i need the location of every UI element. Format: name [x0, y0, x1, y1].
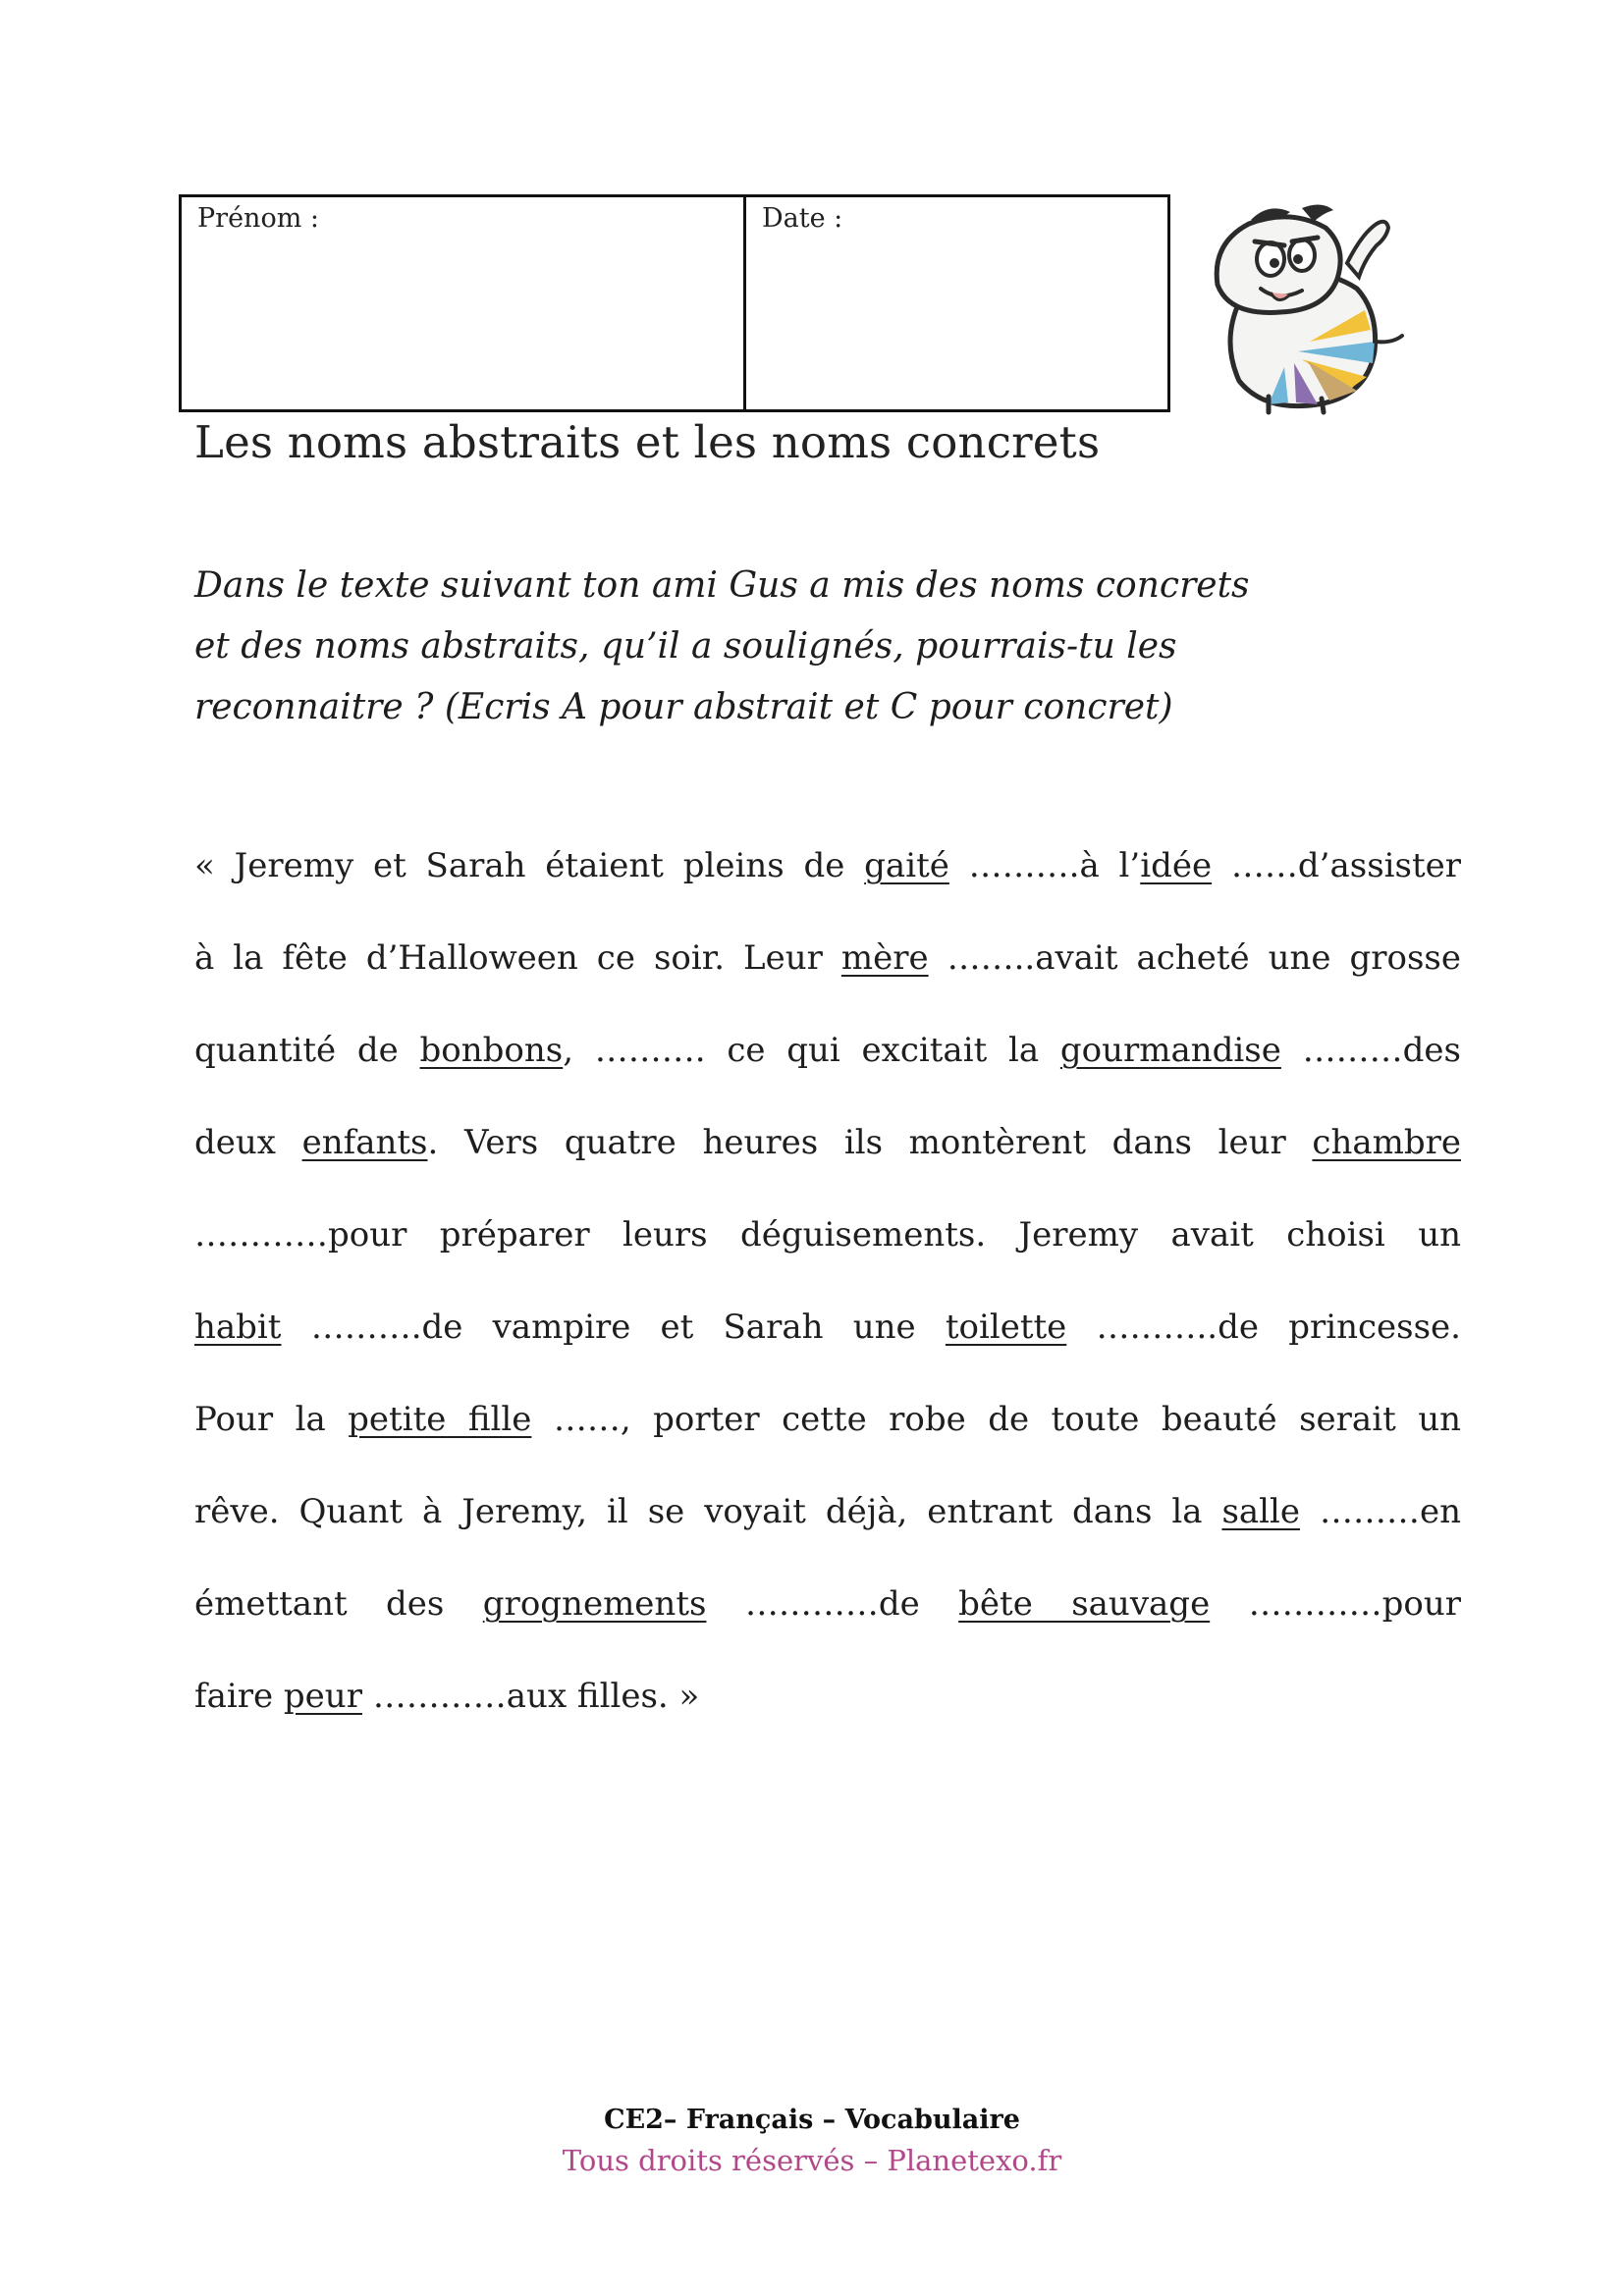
text-line-4: [194, 1113, 1461, 1205]
answer-blank[interactable]: …………aux filles. »: [361, 1677, 700, 1716]
underlined-noun: toilette: [945, 1308, 1067, 1347]
text-line-7: [194, 1390, 1461, 1482]
answer-blank[interactable]: ……….à l’: [948, 846, 1141, 885]
text-line-10: [194, 1667, 1461, 1759]
answer-blank[interactable]: , ………. ce qui excitait la: [563, 1031, 1060, 1070]
answer-blank[interactable]: ………des: [1280, 1031, 1461, 1070]
exercise-instructions: [194, 556, 1432, 738]
name-date-table: [179, 194, 1170, 412]
text-fragment: deux: [194, 1123, 302, 1162]
text-fragment: Pour la: [194, 1400, 349, 1439]
text-line-9: [194, 1575, 1461, 1667]
underlined-noun: salle: [1221, 1492, 1301, 1531]
underlined-noun: bête sauvage: [958, 1584, 1211, 1624]
answer-blank[interactable]: ……, porter cette robe de toute beauté serait un: [531, 1400, 1461, 1439]
exercise-text: [194, 836, 1461, 1759]
underlined-noun: enfants: [301, 1123, 428, 1162]
text-fragment: rêve. Quant à Jeremy, il se voyait déjà, entrant dans la: [194, 1492, 1222, 1531]
footer-rights: Tous droits réservés – Planetexo.fr: [562, 2144, 1062, 2177]
text-fragment: quantité de: [194, 1031, 420, 1070]
text-line-1: [194, 836, 1461, 929]
underlined-noun: grognements: [482, 1584, 707, 1624]
underlined-noun: peur: [283, 1677, 362, 1716]
underlined-noun: gourmandise: [1059, 1031, 1281, 1070]
text-line-2: [194, 929, 1461, 1021]
text-line-3: [194, 1021, 1461, 1113]
underlined-noun: mère: [840, 938, 929, 978]
text-line-6: [194, 1298, 1461, 1390]
answer-blank[interactable]: ………en: [1300, 1492, 1461, 1531]
instruction-line: reconnaitre ? (Ecris A pour abstrait et C pour concret): [194, 687, 1173, 727]
page-title: Les noms abstraits et les noms concrets: [194, 416, 1101, 468]
answer-blank[interactable]: ……..avait acheté une grosse: [928, 938, 1461, 978]
answer-blank[interactable]: ………..de princesse.: [1066, 1308, 1461, 1347]
text-fragment: à la fête d’Halloween ce soir. Leur: [194, 938, 841, 978]
underlined-noun: habit: [194, 1308, 282, 1347]
text-fragment: . Vers quatre heures ils montèrent dans leur: [427, 1123, 1313, 1162]
answer-blank[interactable]: …………de: [706, 1584, 959, 1624]
prenom-label: Prénom :: [197, 203, 319, 234]
date-cell[interactable]: [746, 197, 1167, 409]
instruction-line: Dans le texte suivant ton ami Gus a mis des noms concrets: [194, 565, 1250, 606]
cartoon-sheep-mascot-icon: [1200, 194, 1414, 416]
answer-blank[interactable]: …………pour préparer leurs déguisements. Jeremy avait choisi un: [194, 1215, 1461, 1255]
text-fragment: « Jeremy et Sarah étaient pleins de: [194, 846, 865, 885]
text-line-5: [194, 1205, 1461, 1298]
prenom-cell[interactable]: [182, 197, 746, 409]
underlined-noun: bonbons: [419, 1031, 564, 1070]
instruction-line: et des noms abstraits, qu’il a soulignés, pourrais-tu les: [194, 626, 1177, 667]
underlined-noun: chambre: [1312, 1123, 1462, 1162]
underlined-noun: idée: [1140, 846, 1213, 885]
answer-blank[interactable]: ……….de vampire et Sarah une: [281, 1308, 946, 1347]
underlined-noun: gaité: [864, 846, 949, 885]
answer-blank[interactable]: …………pour: [1210, 1584, 1461, 1624]
underlined-noun: petite fille: [348, 1400, 532, 1439]
text-line-8: [194, 1482, 1461, 1575]
text-fragment: émettant des: [194, 1584, 483, 1624]
answer-blank[interactable]: ……d’assister: [1212, 846, 1461, 885]
text-fragment: faire: [194, 1677, 284, 1716]
footer-course: CE2– Français – Vocabulaire: [604, 2105, 1020, 2135]
date-label: Date :: [762, 203, 843, 234]
page-footer: [0, 2101, 1624, 2181]
